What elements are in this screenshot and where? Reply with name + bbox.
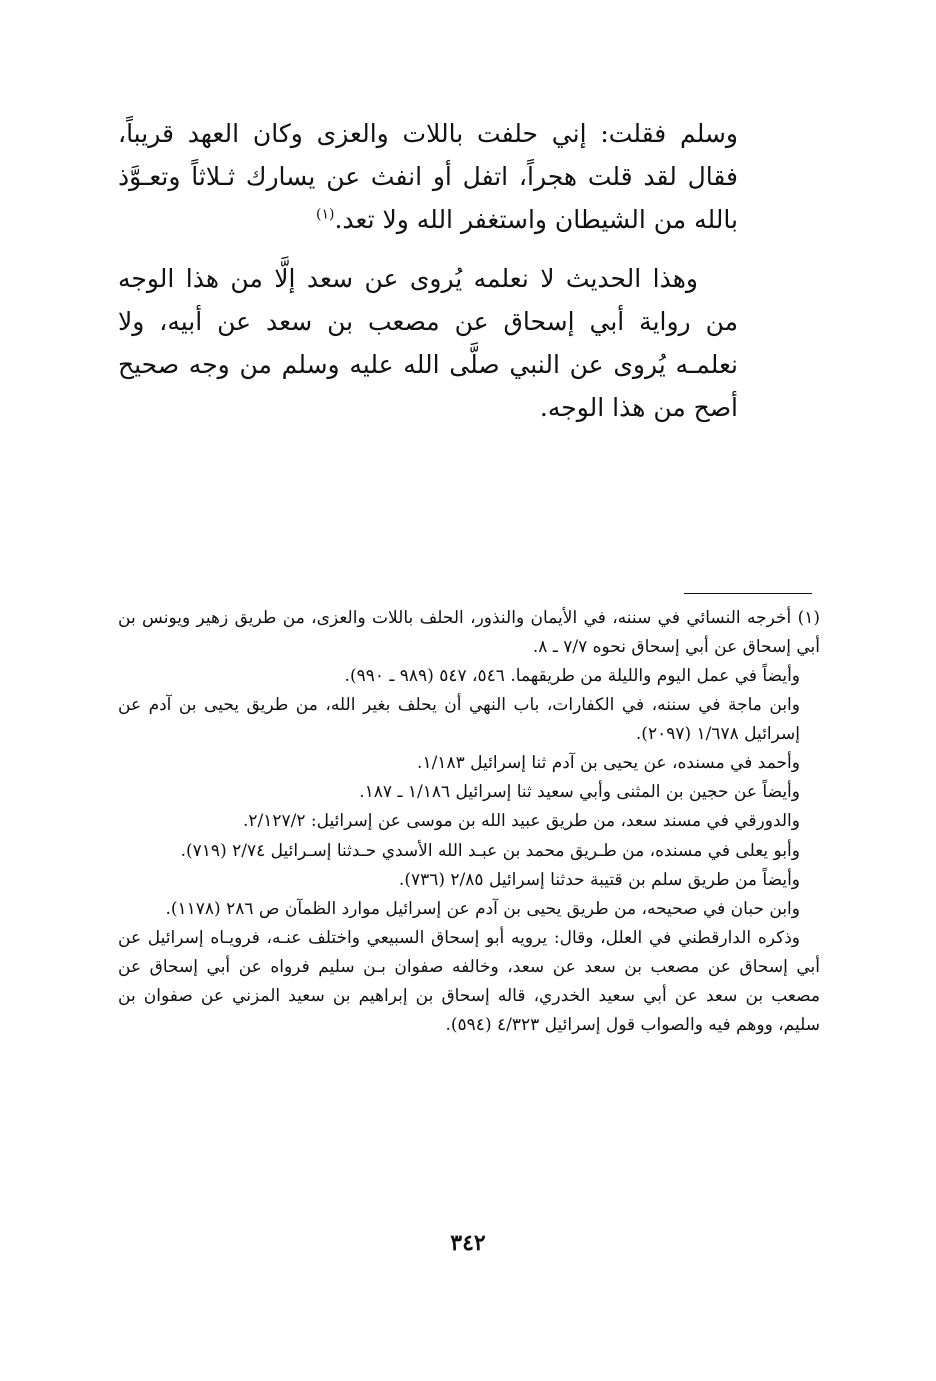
paragraph-2: وهذا الحديث لا نعلمه يُروى عن سعد إلَّا من هذا الوجه من رواية أبي إسحاق عن مصعب بن سعد عن أبيه، ولا نعلمـه يُروى عن النبي صلَّى الله عليه وسلم من وجه صحيح أصح من هذا الوجه. xyxy=(118,264,738,422)
footnote-line: وأيضاً عن حجين بن المثنى وأبي سعيد ثنا إسرائيل ١/١٨٦ ـ ١٨٧. xyxy=(359,782,800,803)
paragraph-1 xyxy=(118,112,738,241)
footnotes xyxy=(118,604,820,1040)
footnote-separator xyxy=(684,593,812,594)
footnote-line: وأيضاً من طريق سلم بن قتيبة حدثنا إسرائيل ٢/٨٥ (٧٣٦). xyxy=(398,869,800,890)
footnote-line: وأبو يعلى في مسنده، من طـريق محمد بن عبـد الله الأسدي حـدثنا إسـرائيل ٢/٧٤ (٧١٩). xyxy=(180,840,800,861)
footnote-reference: (١) xyxy=(315,206,335,223)
footnote-line: وأيضاً في عمل اليوم والليلة من طريقهما. ٥٤٦، ٥٤٧ (٩٨٩ ـ ٩٩٠). xyxy=(344,666,800,687)
footnote-line: والدورقي في مسند سعد، من طريق عبيد الله بن موسى عن إسرائيل: ٢/١٢٧/٢. xyxy=(242,811,800,832)
footnote-line: وذكره الدارقطني في العلل، وقال: يرويه أبو إسحاق السبيعي واختلف عنـه، فرويـاه إسرائيل عن أبي إسحاق عن مصعب بن سعد عن سعد، وخالفه صفوان بـن سليم فرواه عن أبي إسحاق عن مصعب بن سعد عن أبي سعيد الخدري، قاله إسحاق بن إبراهيم بن سعيد المزني عن صفوان بن سليم، ووهم فيه والصواب قول إسرائيل ٤/٣٢٣ (٥٩٤). xyxy=(118,927,820,1035)
main-text xyxy=(118,112,738,429)
footnote-1: (١) أخرجه النسائي في سننه، في الأيمان والنذور، الحلف باللات والعزى، من طريق زهير ويونس بن أبي إسحاق عن أبي إسحاق نحوه ٧/٧ ـ ٨. xyxy=(118,608,820,658)
footnote-line: وابن حبان في صحيحه، من طريق يحيى بن آدم عن إسرائيل موارد الظمآن ص ٢٨٦ (١١٧٨). xyxy=(165,898,800,919)
page-number: ٣٤٢ xyxy=(450,1230,486,1256)
footnote-line: وابن ماجة في سننه، في الكفارات، باب النهي أن يحلف بغير الله، من طريق يحيى بن آدم عن إسرائيل ١/٦٧٨ (٢٠٩٧). xyxy=(118,695,800,745)
footnote-line: وأحمد في مسنده، عن يحيى بن آدم ثنا إسرائيل ١/١٨٣. xyxy=(417,753,800,774)
paragraph-1-text: وسلم فقلت: إني حلفت باللات والعزى وكان العهد قريباً، فقال لقد قلت هجراً، اتفل أو انفث عن يسارك ثـلاثاً وتعـوَّذ بالله من الشيطان واستغفر الله ولا تعد. xyxy=(118,119,738,234)
